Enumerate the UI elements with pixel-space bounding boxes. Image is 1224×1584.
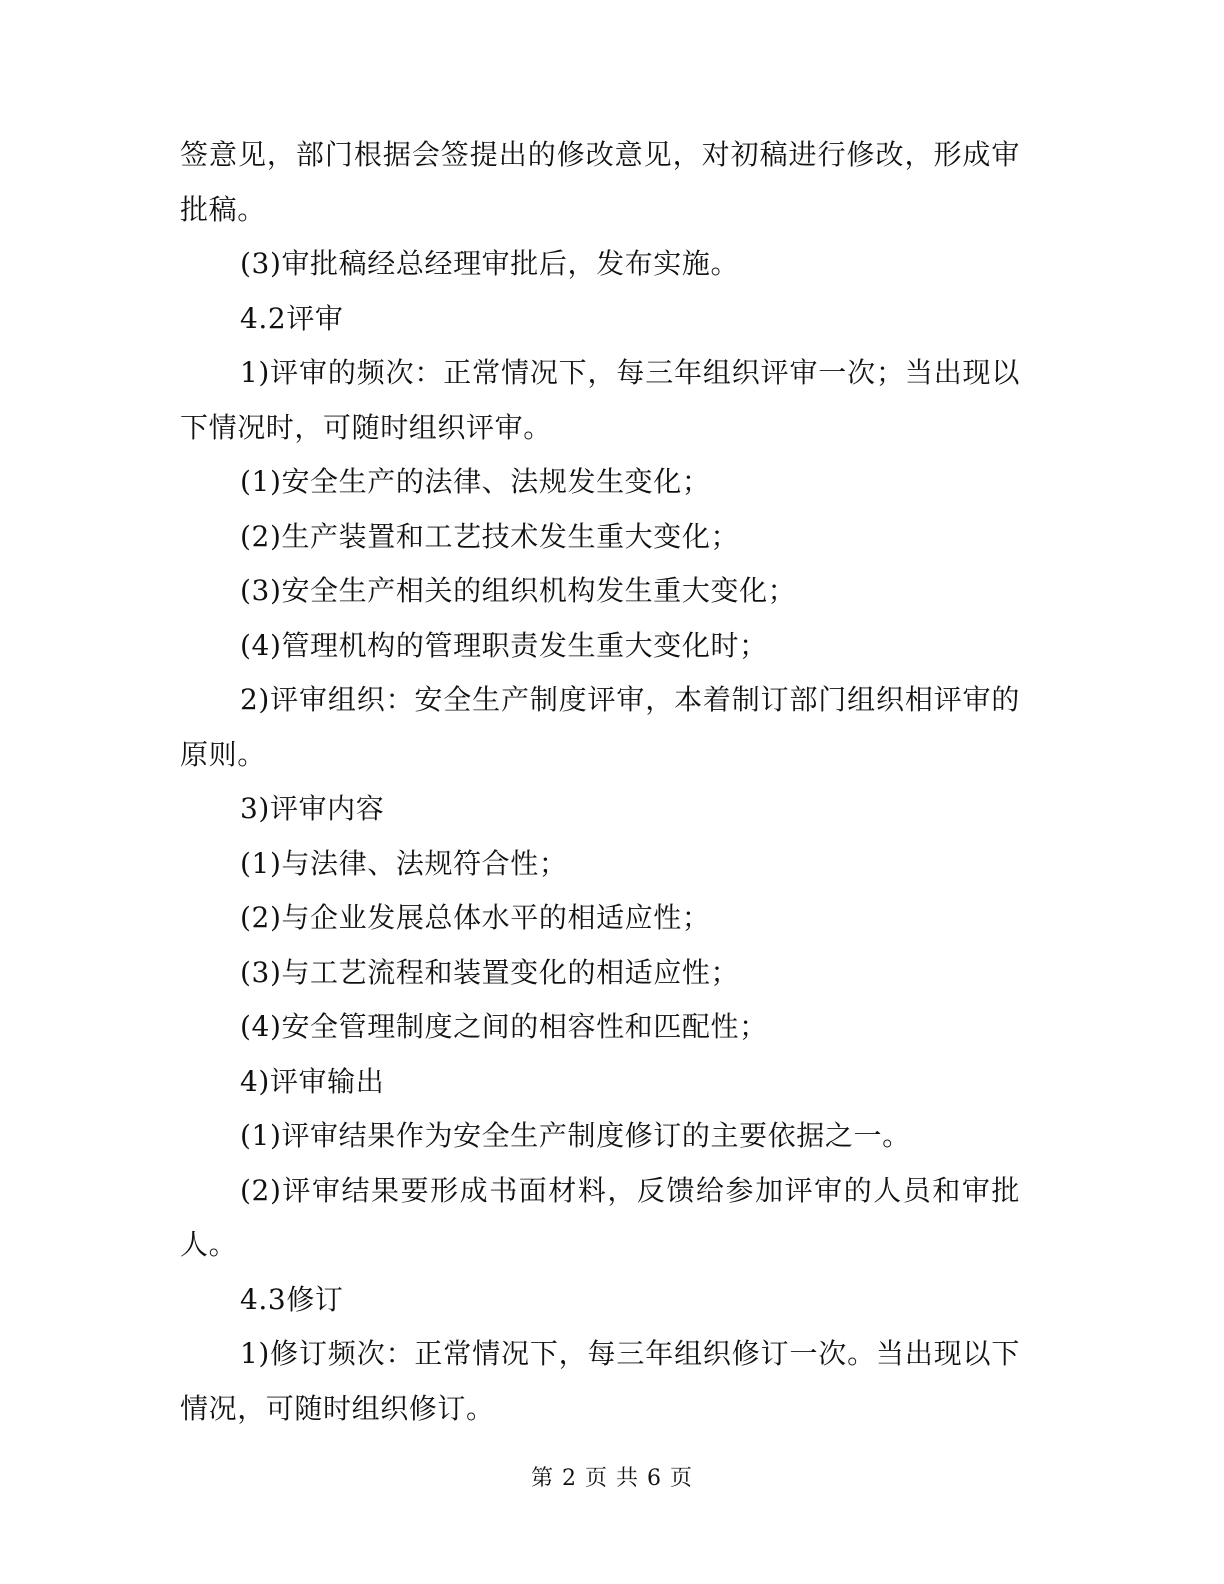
footer-page-word: 页 [584, 1466, 608, 1491]
paragraph: 1)修订频次：正常情况下，每三年组织修订一次。当出现以下情况，可随时组织修订。 [180, 1337, 1020, 1425]
paragraph: 2)评审组织：安全生产制度评审，本着制订部门组织相评审的原则。 [180, 683, 1020, 771]
subsection-heading: 4)评审输出 [240, 1064, 385, 1098]
list-item: (1)与法律、法规符合性； [240, 846, 568, 880]
list-item: (3)安全生产相关的组织机构发生重大变化； [240, 574, 797, 607]
list-item: (2)生产装置和工艺技术发生重大变化； [240, 519, 740, 553]
current-page-number: 2 [561, 1466, 577, 1491]
list-item: (2)与企业发展总体水平的相适应性； [240, 901, 711, 934]
footer-suffix: 页 [670, 1466, 694, 1491]
list-item: (4)管理机构的管理职责发生重大变化时； [240, 628, 768, 662]
document-body [180, 128, 1020, 1436]
list-item: (1)安全生产的法律、法规发生变化； [240, 465, 711, 498]
paragraph: 1)评审的频次：正常情况下，每三年组织评审一次；当出现以下情况时，可随时组织评审。 [180, 356, 1020, 444]
footer-prefix: 第 [530, 1466, 554, 1491]
section-heading: 4.3修订 [240, 1282, 344, 1316]
page-footer [0, 1464, 1224, 1494]
list-item: (4)安全管理制度之间的相容性和匹配性； [240, 1010, 768, 1043]
paragraph: (3)审批稿经总经理审批后，发布实施。 [240, 247, 740, 280]
list-item: (2)评审结果要形成书面材料，反馈给参加评审的人员和审批人。 [180, 1173, 1020, 1261]
footer-total-word: 共 [616, 1466, 640, 1491]
paragraph: 签意见，部门根据会签提出的修改意见，对初稿进行修改，形成审批稿。 [180, 138, 1020, 226]
list-item: (1)评审结果作为安全生产制度修订的主要依据之一。 [240, 1119, 911, 1152]
total-page-count: 6 [647, 1466, 663, 1491]
subsection-heading: 3)评审内容 [240, 792, 385, 825]
list-item: (3)与工艺流程和装置变化的相适应性； [240, 955, 740, 989]
section-heading: 4.2评审 [240, 301, 344, 335]
